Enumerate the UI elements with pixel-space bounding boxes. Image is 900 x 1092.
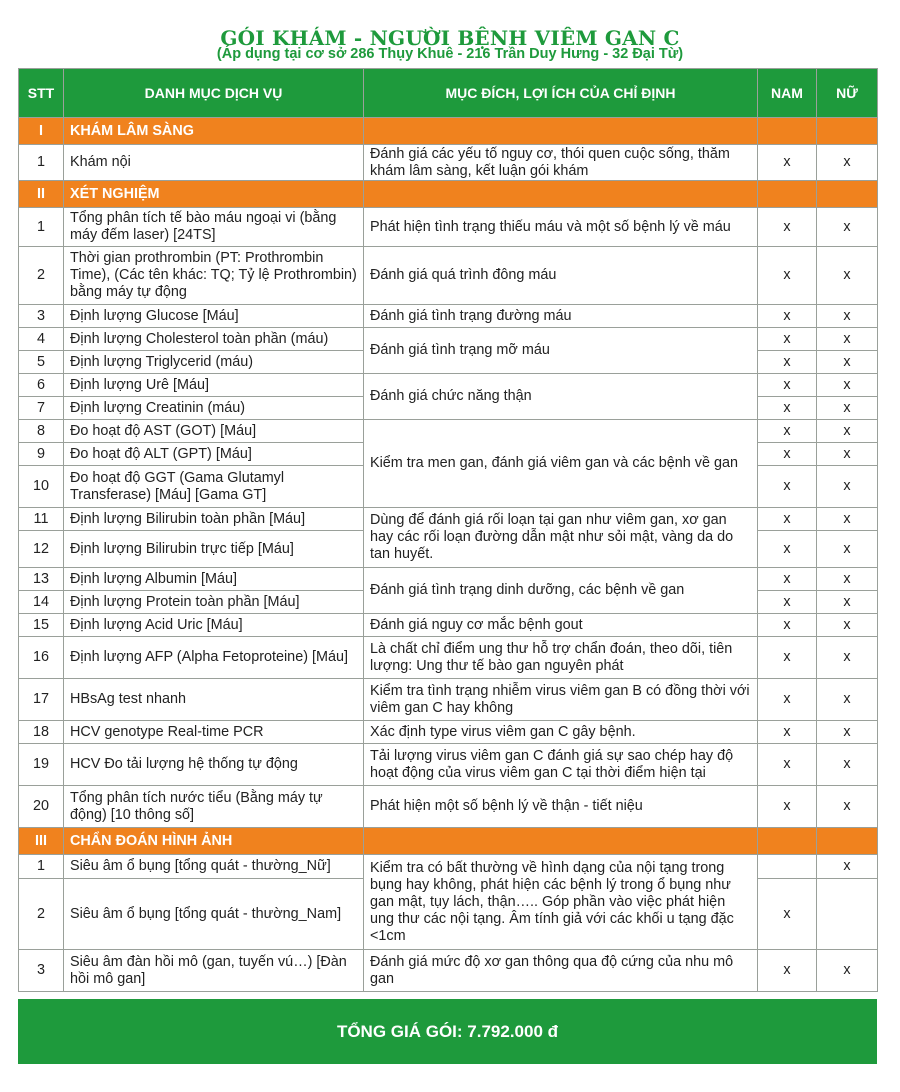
row-service: Siêu âm ổ bụng [tổng quát - thường_Nam] [64, 879, 364, 950]
row-service: Định lượng Protein toàn phần [Máu] [64, 591, 364, 614]
total-price-label: TỔNG GIÁ GÓI: [336, 1021, 463, 1041]
row-stt: 7 [19, 397, 64, 420]
row-purpose: Đánh giá các yếu tố nguy cơ, thói quen cuộc sống, thăm khám lâm sàng, kết luận gói khám [364, 145, 758, 181]
row-service: Tổng phân tích tế bào máu ngoại vi (bằng máy đếm laser) [24TS] [64, 208, 364, 247]
row-male: x [758, 208, 817, 247]
row-service: Đo hoạt độ GGT (Gama Glutamyl Transferase) [Máu] [Gama GT] [64, 466, 364, 508]
row-female: x [817, 208, 878, 247]
row-male: x [758, 420, 817, 443]
section-title: KHÁM LÂM SÀNG [64, 118, 364, 145]
table-row [19, 145, 878, 181]
table-row [19, 305, 878, 328]
header-female: NỮ [817, 69, 878, 118]
row-stt: 2 [19, 247, 64, 305]
total-price-value: 7.792.000 đ [467, 1021, 559, 1041]
row-service: Đo hoạt độ ALT (GPT) [Máu] [64, 443, 364, 466]
row-male: x [758, 374, 817, 397]
row-service: Định lượng Bilirubin toàn phần [Máu] [64, 508, 364, 531]
table-row [19, 208, 878, 247]
row-female: x [817, 351, 878, 374]
row-male: x [758, 679, 817, 721]
row-stt: 17 [19, 679, 64, 721]
row-male: x [758, 328, 817, 351]
row-stt: 1 [19, 208, 64, 247]
header-purpose: MỤC ĐÍCH, LỢI ÍCH CỦA CHỈ ĐỊNH [364, 69, 758, 118]
table-row [19, 328, 878, 351]
section-row [19, 828, 878, 855]
row-service: Định lượng Acid Uric [Máu] [64, 614, 364, 637]
row-purpose: Tải lượng virus viêm gan C đánh giá sự sao chép hay độ hoạt động của virus viêm gan C tại thời điểm hiện tại [364, 744, 758, 786]
row-stt: 3 [19, 305, 64, 328]
row-male: x [758, 247, 817, 305]
section-filler [364, 828, 758, 855]
row-stt: 11 [19, 508, 64, 531]
table-row [19, 247, 878, 305]
row-purpose: Đánh giá tình trạng dinh dưỡng, các bệnh về gan [364, 568, 758, 614]
row-male [758, 855, 817, 879]
row-stt: 16 [19, 637, 64, 679]
section-number: II [19, 181, 64, 208]
row-service: Khám nội [64, 145, 364, 181]
row-purpose: Là chất chỉ điểm ung thư hỗ trợ chẩn đoán, theo dõi, tiên lượng: Ung thư tế bào gan nguyên phát [364, 637, 758, 679]
row-female: x [817, 744, 878, 786]
row-stt: 8 [19, 420, 64, 443]
row-male: x [758, 637, 817, 679]
row-male: x [758, 568, 817, 591]
row-purpose: Đánh giá nguy cơ mắc bệnh gout [364, 614, 758, 637]
section-title: CHẨN ĐOÁN HÌNH ẢNH [64, 828, 364, 855]
row-female: x [817, 328, 878, 351]
row-female: x [817, 637, 878, 679]
row-service: HCV Đo tải lượng hệ thống tự động [64, 744, 364, 786]
header-male: NAM [758, 69, 817, 118]
service-table [18, 68, 878, 992]
table-row [19, 950, 878, 992]
row-male: x [758, 879, 817, 950]
row-male: x [758, 466, 817, 508]
table-row [19, 568, 878, 591]
row-purpose: Xác định type virus viêm gan C gây bệnh. [364, 721, 758, 744]
row-stt: 18 [19, 721, 64, 744]
table-row [19, 420, 878, 443]
row-male: x [758, 950, 817, 992]
page-title: GÓI KHÁM - NGƯỜI BỆNH VIÊM GAN C [220, 26, 680, 50]
row-purpose: Phát hiện một số bệnh lý về thận - tiết niệu [364, 786, 758, 828]
row-female: x [817, 679, 878, 721]
section-row [19, 118, 878, 145]
row-female: x [817, 531, 878, 568]
row-stt: 19 [19, 744, 64, 786]
section-filler [758, 828, 817, 855]
row-purpose: Đánh giá tình trạng mỡ máu [364, 328, 758, 374]
section-filler [817, 181, 878, 208]
table-row [19, 614, 878, 637]
table-row [19, 679, 878, 721]
section-filler [364, 118, 758, 145]
row-stt: 5 [19, 351, 64, 374]
section-filler [758, 181, 817, 208]
header-row [19, 69, 878, 118]
row-female: x [817, 721, 878, 744]
row-service: Định lượng Glucose [Máu] [64, 305, 364, 328]
row-stt: 14 [19, 591, 64, 614]
row-service: Định lượng Creatinin (máu) [64, 397, 364, 420]
row-male: x [758, 591, 817, 614]
row-stt: 1 [19, 145, 64, 181]
section-filler [817, 828, 878, 855]
row-service: Đo hoạt độ AST (GOT) [Máu] [64, 420, 364, 443]
row-purpose: Dùng để đánh giá rối loạn tại gan như viêm gan, xơ gan hay các rối loạn đường dẫn mật như sỏi mật, vàng da do tan huyết. [364, 508, 758, 568]
row-female: x [817, 420, 878, 443]
row-stt: 6 [19, 374, 64, 397]
row-service: Định lượng Albumin [Máu] [64, 568, 364, 591]
row-female: x [817, 855, 878, 879]
section-filler [364, 181, 758, 208]
row-purpose: Kiểm tra men gan, đánh giá viêm gan và các bệnh về gan [364, 420, 758, 508]
row-female: x [817, 305, 878, 328]
row-stt: 12 [19, 531, 64, 568]
row-purpose: Đánh giá chức năng thận [364, 374, 758, 420]
row-purpose: Đánh giá mức độ xơ gan thông qua độ cứng của nhu mô gan [364, 950, 758, 992]
row-female: x [817, 786, 878, 828]
row-stt: 2 [19, 879, 64, 950]
row-service: Định lượng Urê [Máu] [64, 374, 364, 397]
row-female: x [817, 247, 878, 305]
page-subtitle: (Áp dụng tại cơ sở 286 Thụy Khuê - 216 Trần Duy Hưng - 32 Đại Từ) [216, 46, 684, 62]
section-filler [758, 118, 817, 145]
row-male: x [758, 508, 817, 531]
row-stt: 10 [19, 466, 64, 508]
row-female [817, 879, 878, 950]
row-stt: 3 [19, 950, 64, 992]
row-service: Siêu âm ổ bụng [tổng quát - thường_Nữ] [64, 855, 364, 879]
section-filler [817, 118, 878, 145]
row-male: x [758, 744, 817, 786]
row-male: x [758, 531, 817, 568]
row-service: Định lượng Triglycerid (máu) [64, 351, 364, 374]
table-row [19, 744, 878, 786]
row-service: Thời gian prothrombin (PT: Prothrombin Time), (Các tên khác: TQ; Tỷ lệ Prothrombin) bằng máy tự động [64, 247, 364, 305]
row-stt: 20 [19, 786, 64, 828]
row-male: x [758, 305, 817, 328]
row-male: x [758, 351, 817, 374]
row-male: x [758, 397, 817, 420]
row-service: Siêu âm đàn hồi mô (gan, tuyến vú…) [Đàn hồi mô gan] [64, 950, 364, 992]
section-row [19, 181, 878, 208]
table-row [19, 374, 878, 397]
row-female: x [817, 591, 878, 614]
row-stt: 13 [19, 568, 64, 591]
row-female: x [817, 374, 878, 397]
row-purpose: Kiểm tra tình trạng nhiễm virus viêm gan B có đồng thời với viêm gan C hay không [364, 679, 758, 721]
row-female: x [817, 508, 878, 531]
row-stt: 1 [19, 855, 64, 879]
row-service: HBsAg test nhanh [64, 679, 364, 721]
row-male: x [758, 786, 817, 828]
row-stt: 9 [19, 443, 64, 466]
section-number: III [19, 828, 64, 855]
row-male: x [758, 721, 817, 744]
row-purpose: Đánh giá tình trạng đường máu [364, 305, 758, 328]
total-price-bar [18, 999, 877, 1064]
table-row [19, 721, 878, 744]
row-male: x [758, 145, 817, 181]
header-stt: STT [19, 69, 64, 118]
row-purpose: Kiểm tra có bất thường về hình dạng của nội tạng trong bụng hay không, phát hiện các bệnh lý trong ổ bụng như gan mật, tụy lách, thận….. Góp phần vào việc phát hiện ung thư các nội tạng. Âm tính giả với các khối u tạng đặc <1cm [364, 855, 758, 950]
section-number: I [19, 118, 64, 145]
row-female: x [817, 145, 878, 181]
table-row [19, 508, 878, 531]
row-purpose: Đánh giá quá trình đông máu [364, 247, 758, 305]
section-title: XÉT NGHIỆM [64, 181, 364, 208]
row-male: x [758, 443, 817, 466]
row-female: x [817, 443, 878, 466]
row-service: Định lượng Bilirubin trực tiếp [Máu] [64, 531, 364, 568]
row-female: x [817, 397, 878, 420]
row-stt: 4 [19, 328, 64, 351]
header-service: DANH MỤC DỊCH VỤ [64, 69, 364, 118]
row-service: Định lượng Cholesterol toàn phần (máu) [64, 328, 364, 351]
table-row [19, 786, 878, 828]
row-purpose: Phát hiện tình trạng thiếu máu và một số bệnh lý về máu [364, 208, 758, 247]
row-service: Định lượng AFP (Alpha Fetoproteine) [Máu] [64, 637, 364, 679]
table-row [19, 855, 878, 879]
row-female: x [817, 568, 878, 591]
row-male: x [758, 614, 817, 637]
row-stt: 15 [19, 614, 64, 637]
table-row [19, 637, 878, 679]
row-female: x [817, 466, 878, 508]
row-service: Tổng phân tích nước tiểu (Bằng máy tự động) [10 thông số] [64, 786, 364, 828]
row-female: x [817, 614, 878, 637]
row-service: HCV genotype Real-time PCR [64, 721, 364, 744]
row-female: x [817, 950, 878, 992]
